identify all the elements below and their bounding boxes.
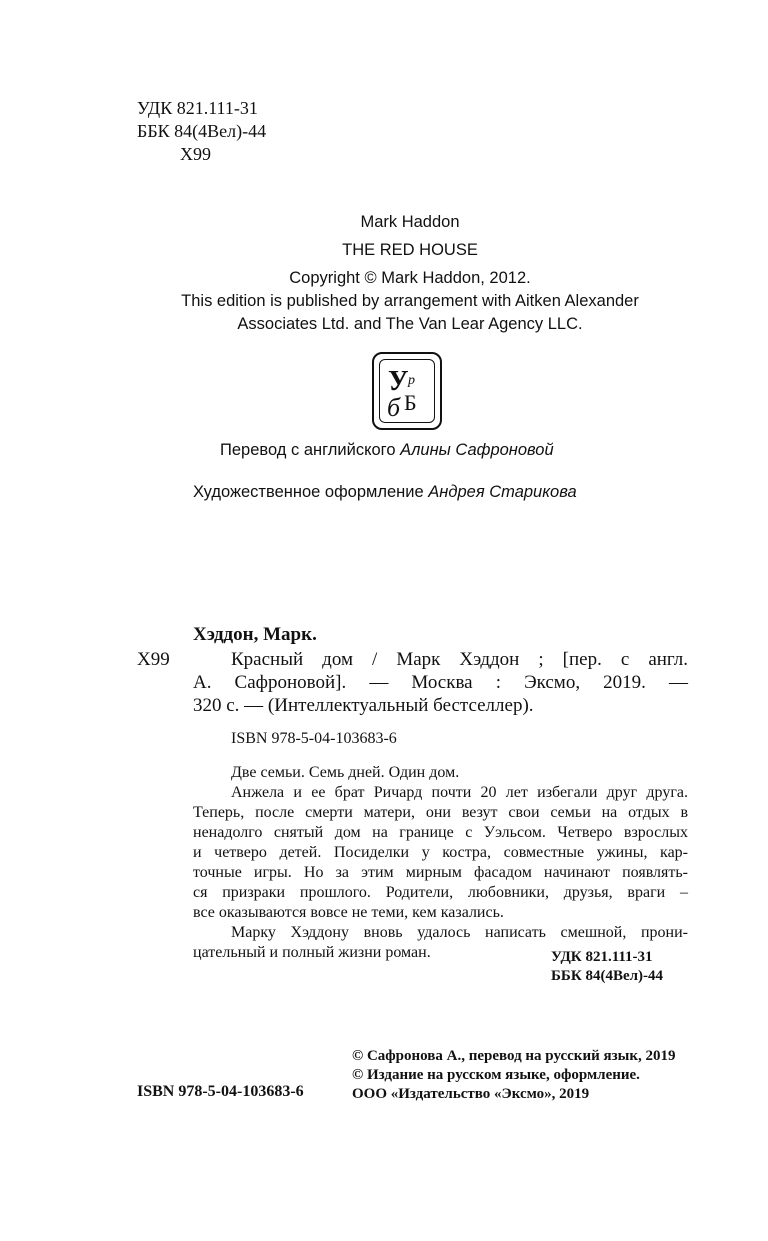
- original-copyright: Copyright © Mark Haddon, 2012.: [289, 269, 531, 287]
- book-summary: [193, 763, 688, 963]
- publisher-logo: [372, 352, 442, 430]
- catalog-line-2: А. Сафроновой]. — Москва : Эксмо, 2019. —: [193, 672, 688, 693]
- summary-line: точные игры. Но за этим мирным фасадом начинают появлять-: [193, 864, 688, 881]
- summary-line: цательный и полный жизни роман.: [193, 944, 431, 961]
- svg-text:р: р: [408, 373, 415, 388]
- translator-name: Алины Сафроновой: [400, 441, 554, 459]
- summary-line: все оказываются вовсе не теми, кем казались.: [193, 904, 504, 921]
- copyright-publisher: ООО «Издательство «Эксмо», 2019: [352, 1086, 590, 1102]
- edition-note-line1: This edition is published by arrangement with Aitken Alexander: [181, 292, 639, 310]
- translation-credit: [220, 440, 554, 460]
- author-mark: Х99: [180, 144, 211, 164]
- catalog-isbn: ISBN 978-5-04-103683-6: [231, 730, 397, 747]
- bbk-code-bottom: ББК 84(4Вел)-44: [551, 968, 664, 984]
- translation-prefix: Перевод с английского: [220, 441, 396, 459]
- design-prefix: Художественное оформление: [193, 483, 424, 501]
- designer-name: Андрея Старикова: [428, 483, 577, 501]
- summary-paragraph-1: Две семьи. Семь дней. Один дом.: [231, 764, 460, 781]
- summary-line: Марку Хэддону вновь удалось написать смешной, прони-: [231, 924, 688, 941]
- copyright-translation: © Сафронова А., перевод на русский язык, 2019: [352, 1048, 676, 1064]
- svg-text:б: б: [387, 393, 401, 422]
- original-author: Mark Haddon: [360, 213, 460, 231]
- udk-code: УДК 821.111-31: [137, 98, 258, 118]
- udk-code-bottom: УДК 821.111-31: [551, 949, 653, 965]
- summary-line: и четверо детей. Посиделки у костра, совместные ужины, кар-: [193, 844, 688, 861]
- design-credit: [193, 482, 577, 502]
- summary-line: Теперь, после смерти матери, они везут свои семьи на отдых в: [193, 804, 688, 821]
- copyright-edition: © Издание на русском языке, оформление.: [352, 1067, 640, 1083]
- original-title: THE RED HOUSE: [342, 241, 478, 259]
- publisher-monogram-icon: [380, 360, 434, 422]
- svg-text:У: У: [388, 366, 409, 397]
- summary-line: Анжела и ее брат Ричард почти 20 лет избегали друг друга.: [231, 784, 688, 801]
- bbk-code: ББК 84(4Вел)-44: [137, 121, 267, 141]
- catalog-line-1: Красный дом / Марк Хэддон ; [пер. с англ.: [231, 649, 688, 670]
- catalog-author-heading: Хэддон, Марк.: [193, 624, 317, 645]
- edition-note-line2: Associates Ltd. and The Van Lear Agency LLC.: [237, 315, 583, 333]
- svg-text:Б: Б: [404, 390, 417, 415]
- summary-line: ненадолго снятый дом на границе с Уэльсом. Четверо взрослых: [193, 824, 688, 841]
- catalog-line-3: 320 с. — (Интеллектуальный бестселлер).: [193, 695, 534, 716]
- catalog-mark: Х99: [137, 649, 170, 670]
- footer-isbn: ISBN 978-5-04-103683-6: [137, 1083, 304, 1100]
- summary-line: ся призраки прошлого. Родители, любовники, друзья, враги –: [193, 884, 688, 901]
